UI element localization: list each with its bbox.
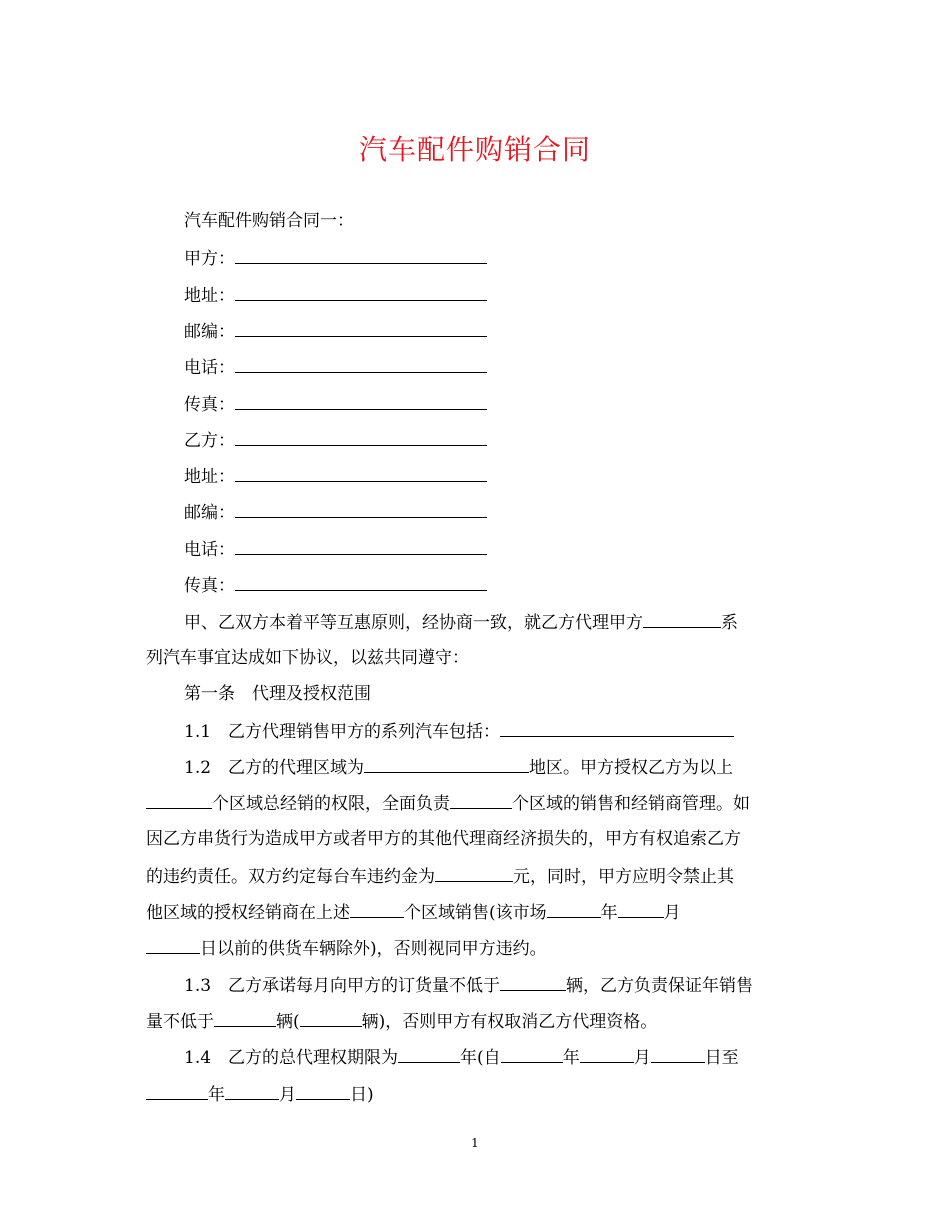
clause-blank	[547, 902, 601, 918]
field-blank	[235, 357, 487, 373]
field-blank	[235, 466, 487, 482]
clause-1-2-line-6	[146, 938, 547, 959]
field-blank	[235, 575, 487, 591]
clause-blank	[214, 1011, 276, 1027]
party-b-label: 乙方：	[184, 431, 235, 451]
clause-text: 日至	[704, 1048, 739, 1068]
clause-1-2-line-2	[146, 793, 750, 814]
clause-text: 他区域的授权经销商在上述	[146, 903, 350, 923]
clause-blank	[618, 902, 664, 918]
clause-1-3-line-2	[146, 1011, 657, 1032]
intro-line-2: 列汽车事宜达成如下协议，以兹共同遵守：	[146, 648, 469, 668]
document-title: 汽车配件购销合同	[358, 133, 591, 166]
clause-blank	[146, 1084, 208, 1100]
clause-text: 1.4 乙方的总代理权期限为	[184, 1048, 399, 1068]
party-b-phone-row	[184, 539, 487, 560]
clause-1-4-line-1	[184, 1047, 739, 1068]
clause-blank	[350, 902, 404, 918]
field-label: 地址：	[184, 467, 235, 487]
clause-blank	[398, 1047, 460, 1063]
field-label: 邮编：	[184, 503, 235, 523]
field-blank	[235, 502, 487, 518]
clause-blank	[364, 757, 529, 773]
clause-text: 个区域的销售和经销商管理。如	[512, 794, 750, 814]
clause-blank	[146, 793, 212, 809]
clause-text: 日以前的供货车辆除外)，否则视同甲方违约。	[200, 939, 547, 959]
party-a-postcode-row	[184, 321, 487, 342]
clause-1-2-line-4	[146, 866, 734, 887]
clause-text: 个区域总经销的权限，全面负责	[212, 794, 450, 814]
field-label: 传真：	[184, 576, 235, 596]
party-a-label: 甲方：	[184, 249, 235, 269]
clause-1-3-line-1	[184, 975, 753, 996]
clause-text: 个区域销售(该市场	[404, 903, 547, 923]
clause-text: 辆，乙方负责保证年销售	[566, 976, 754, 996]
party-a-blank	[235, 248, 487, 264]
clause-text: 量不低于	[146, 1012, 214, 1032]
party-a-address-row	[184, 285, 487, 306]
clause-blank	[146, 938, 200, 954]
clause-text: 年	[562, 1048, 580, 1068]
field-blank	[235, 285, 487, 301]
field-label: 电话：	[184, 358, 235, 378]
party-a-fax-row	[184, 394, 487, 415]
clause-text: 元，同时，甲方应明令禁止其	[513, 867, 734, 887]
party-b-row	[184, 430, 487, 451]
series-blank	[643, 612, 721, 628]
party-b-blank	[235, 430, 487, 446]
field-blank	[235, 539, 487, 555]
clause-blank	[225, 1084, 279, 1100]
clause-text: 1.2 乙方的代理区域为	[184, 758, 365, 778]
clause-blank	[651, 1047, 705, 1063]
clause-text: 地区。甲方授权乙方为以上	[529, 758, 734, 778]
field-blank	[235, 394, 487, 410]
clause-blank	[500, 721, 734, 737]
clause-text: 月	[279, 1085, 296, 1105]
clause-text: 年	[600, 903, 618, 923]
party-b-address-row	[184, 466, 487, 487]
clause-blank	[501, 1047, 563, 1063]
field-label: 邮编：	[184, 322, 235, 342]
clause-text: 1.1 乙方代理销售甲方的系列汽车包括：	[184, 722, 501, 742]
article-1-heading: 第一条 代理及授权范围	[184, 684, 371, 704]
clause-blank	[500, 975, 566, 991]
field-blank	[235, 321, 487, 337]
field-label: 传真：	[184, 395, 235, 415]
clause-text: 月	[633, 1048, 651, 1068]
intro-line-1	[184, 612, 738, 633]
clause-blank	[296, 1084, 350, 1100]
clause-text: 月	[663, 903, 681, 923]
field-label: 电话：	[184, 540, 235, 560]
clause-blank	[435, 866, 513, 882]
clause-1-2-line-1	[184, 757, 733, 778]
clause-1-2-line-5	[146, 902, 681, 923]
clause-1-4-line-2	[146, 1084, 374, 1105]
clause-text: 年(自	[460, 1048, 501, 1068]
clause-text: 辆(	[276, 1012, 300, 1032]
clause-1-2-line-3: 因乙方串货行为造成甲方或者甲方的其他代理商经济损失的，甲方有权追索乙方	[146, 829, 741, 849]
clause-text: 年	[208, 1085, 225, 1105]
clause-1-1	[184, 721, 734, 742]
contract-subtitle: 汽车配件购销合同一：	[184, 211, 354, 231]
field-label: 地址：	[184, 286, 235, 306]
clause-blank	[450, 793, 512, 809]
clause-blank	[300, 1011, 362, 1027]
clause-text: 日)	[350, 1085, 374, 1105]
party-a-row	[184, 248, 487, 269]
party-b-postcode-row	[184, 502, 487, 523]
intro-text: 甲、乙双方本着平等互惠原则，经协商一致，就乙方代理甲方	[184, 613, 643, 633]
clause-text: 辆)，否则甲方有权取消乙方代理资格。	[361, 1012, 658, 1032]
party-a-phone-row	[184, 357, 487, 378]
intro-text: 系	[721, 613, 738, 633]
clause-text: 1.3 乙方承诺每月向甲方的订货量不低于	[184, 976, 501, 996]
page-number: 1	[471, 1136, 479, 1150]
clause-text: 的违约责任。双方约定每台车违约金为	[146, 867, 435, 887]
clause-blank	[580, 1047, 634, 1063]
party-b-fax-row	[184, 575, 487, 596]
